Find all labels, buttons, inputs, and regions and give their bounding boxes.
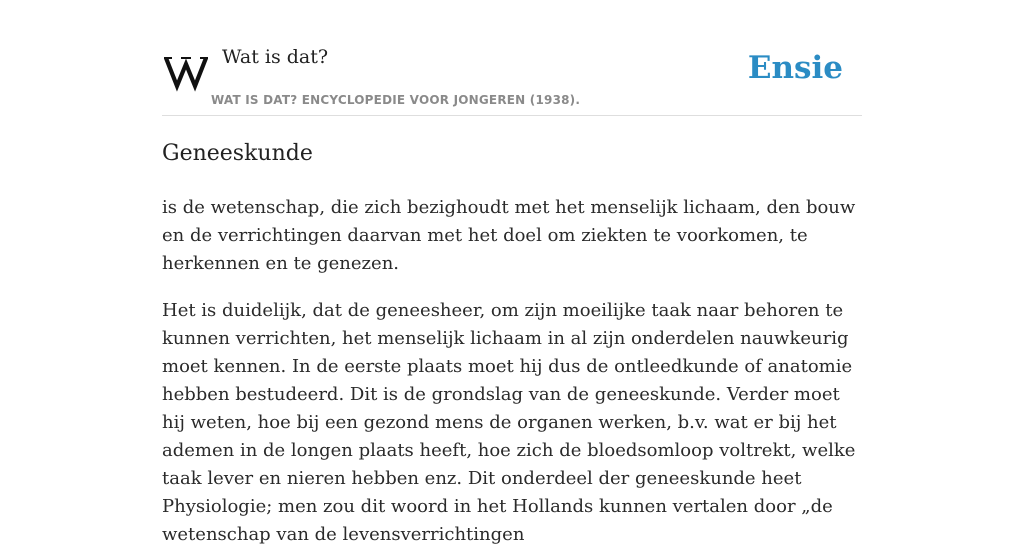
w-logo-icon-svg bbox=[164, 50, 208, 90]
brand-logo[interactable]: Ensie bbox=[747, 50, 843, 86]
w-logo-icon[interactable] bbox=[164, 50, 208, 90]
source-title[interactable]: Wat is dat? bbox=[222, 46, 329, 68]
header bbox=[162, 40, 862, 116]
article bbox=[162, 138, 862, 549]
article-paragraph: Het is duidelijk, dat de geneesheer, om zijn moeilijke taak naar behoren te kunnen verrichten, het menselijk lichaam in al zijn onderdelen nauwkeurig moet kennen. In de eerste plaats moet hij dus de ontleedkunde of anatomie hebben bestudeerd. Dit is de grondslag van de geneeskunde. Verder moet hij weten, hoe bij een gezond mens de organen werken, b.v. wat er bij het ademen in de longen plaats heeft, hoe zich de bloedsomloop voltrekt, welke taak lever en nieren hebben enz. Dit onderdeel der geneeskunde heet Physiologie; men zou dit woord in het Hollands kunnen vertalen door „de wetenschap van de levensverrichtingen bbox=[162, 300, 856, 545]
article-paragraph: is de wetenschap, die zich bezighoudt met het menselijk lichaam, den bouw en de verrichtingen daarvan met het doel om ziekten te voorkomen, te herkennen en te genezen. bbox=[162, 197, 856, 274]
page-title: Geneeskunde bbox=[162, 141, 313, 166]
source-subtitle[interactable]: WAT IS DAT? ENCYCLOPEDIE VOOR JONGEREN (1938). bbox=[211, 93, 581, 107]
